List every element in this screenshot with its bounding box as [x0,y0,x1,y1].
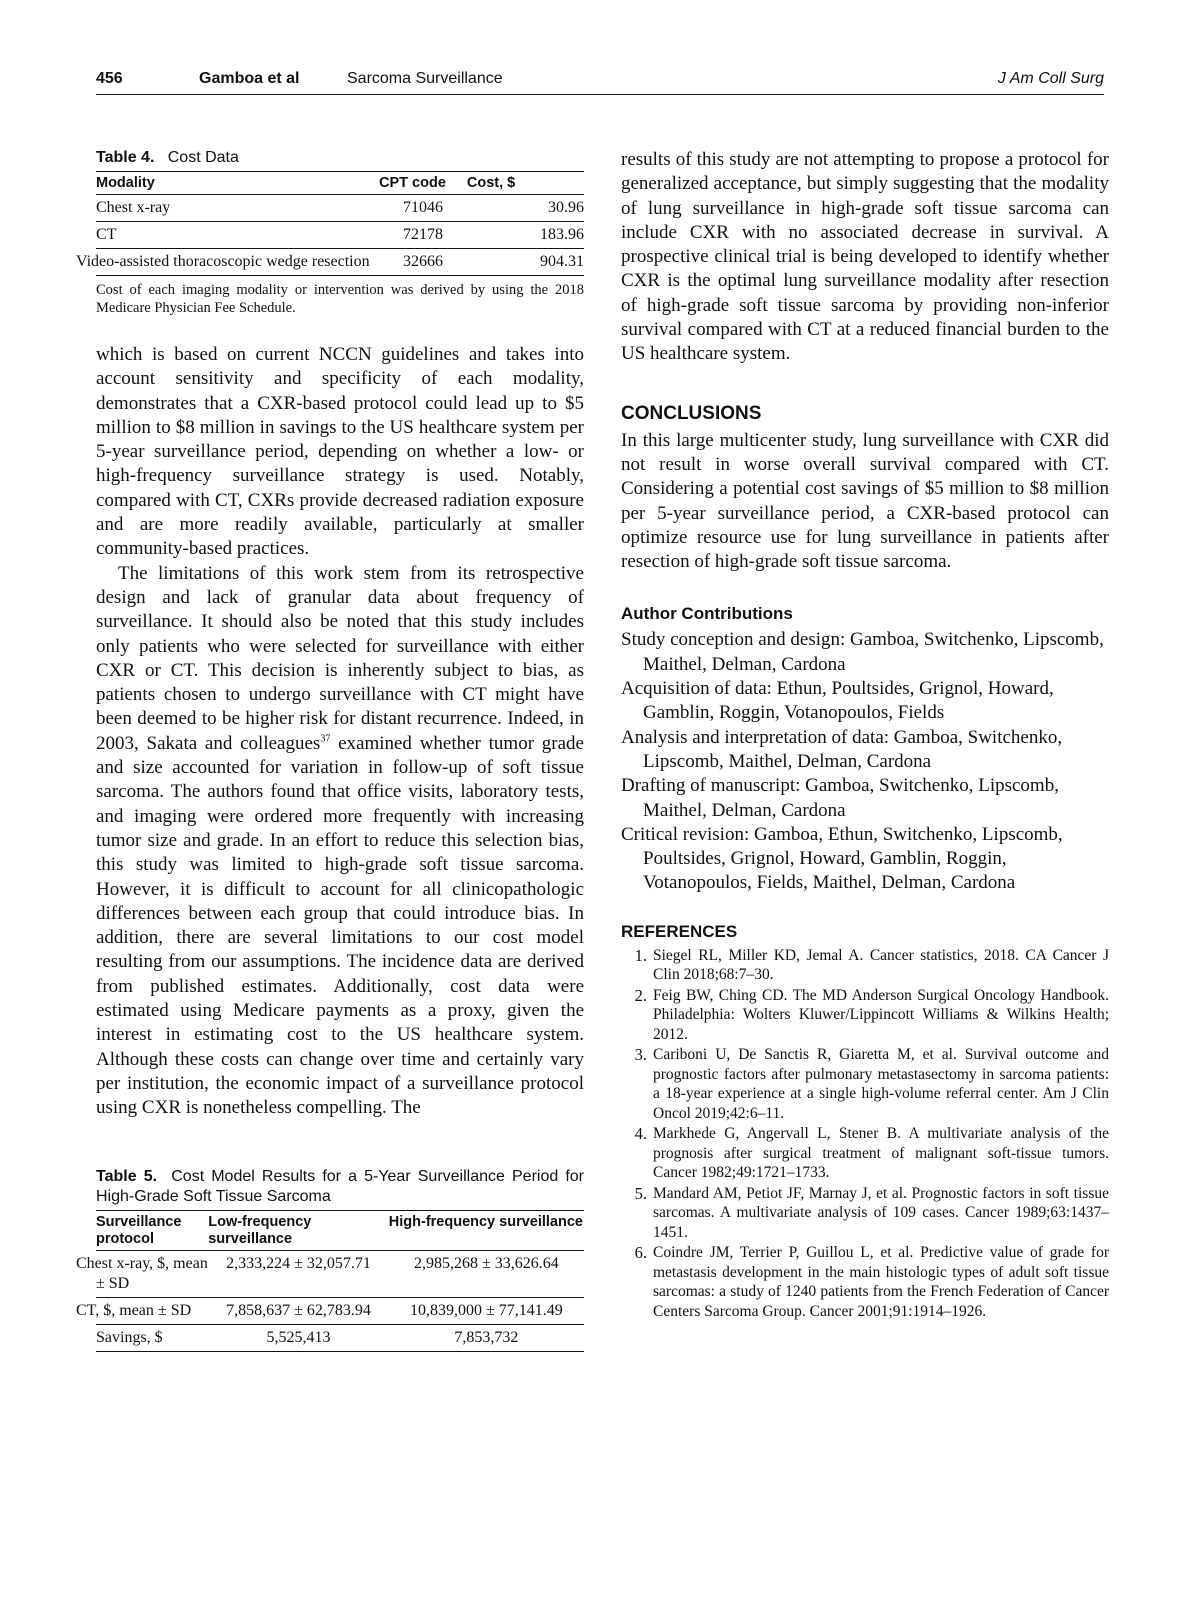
citation-superscript: 37 [320,733,331,745]
table-4-grid [76,171,584,276]
contribution-item: Critical revision: Gamboa, Ethun, Switchenko, Lipscomb, Poultsides, Grignol, Howard, Gamblin, Roggin, Votanopoulos, Fields, Maithel, Delman, Cardona [621,823,1063,894]
reference-item [621,1243,1109,1321]
table-row [96,1324,584,1351]
table-cell: Savings, $ [96,1328,163,1346]
table-cell: 5,525,413 [266,1328,331,1346]
reference-text: Feig BW, Ching CD. The MD Anderson Surgical Oncology Handbook. Philadelphia: Wolters Kluwer/Lippincott Williams & Wilkins Health; 2012. [653,986,1109,1043]
table-4-title: Cost Data [167,149,239,166]
table-cell: 2,985,268 ± 33,626.64 [414,1254,559,1272]
contribution-item: Analysis and interpretation of data: Gamboa, Switchenko, Lipscomb, Maithel, Delman, Cardona [621,726,1063,772]
reference-item [621,1184,1109,1243]
reference-number: 1. [634,945,647,965]
references-heading: REFERENCES [621,921,738,941]
table-4 [76,148,584,317]
contribution-item: Study conception and design: Gamboa, Switchenko, Lipscomb, Maithel, Delman, Cardona [621,629,1104,675]
body-paragraph: results of this study are not attempting to propose a protocol for generalized acceptance, but simply suggesting that the modality of lung surveillance in high-grade soft tissue sarcoma can include CXR with no associated decrease in survival. A prospective clinical trial is being developed to identify whether CXR is the optimal lung surveillance modality after resection of high-grade soft tissue sarcoma by providing non-inferior survival compared with CT at a reduced financial burden to the US healthcare system. [621,149,1109,365]
conclusions-heading: CONCLUSIONS [621,402,762,424]
author-contributions-heading: Author Contributions [621,604,793,624]
running-header [96,68,1104,95]
table-cell: CT [96,226,117,243]
table-header-row [96,1210,584,1250]
column-header: Low-frequency surveillance [208,1213,312,1247]
table-header-row [96,172,584,195]
table-row [96,1297,584,1324]
table-cell: 10,839,000 ± 77,141.49 [410,1301,563,1319]
references-list [621,946,1109,1322]
right-column [621,148,1109,1322]
column-header: Modality [96,175,155,191]
table-5-caption [96,1167,584,1207]
table-cell: 7,853,732 [454,1328,519,1346]
page-number: 456 [96,70,123,87]
reference-text: Siegel RL, Miller KD, Jemal A. Cancer statistics, 2018. CA Cancer J Clin 2018;68:7–30. [653,946,1109,984]
reference-number: 5. [634,1183,647,1203]
reference-text: Mandard AM, Petiot JF, Marnay J, et al. Prognostic factors in soft tissue sarcomas. A multivariate analysis of 109 cases. Cancer 1989;63:1437–1451. [653,1184,1109,1241]
table-cell: 32666 [402,253,443,270]
running-title: Sarcoma Surveillance [347,70,503,87]
table-4-footnote: Cost of each imaging modality or intervention was derived by using the 2018 Medicare Physician Fee Schedule. [96,282,584,316]
contribution-item: Acquisition of data: Ethun, Poultsides, Grignol, Howard, Gamblin, Roggin, Votanopoulos, Fields [621,678,1054,724]
table-row [96,195,584,222]
running-authors: Gamboa et al [199,70,300,87]
table-cell: Chest x-ray, $, mean ± SD [76,1254,208,1292]
table-row [96,249,584,276]
body-paragraph [96,562,584,1121]
reference-number: 6. [634,1243,647,1263]
table-4-label: Table 4. [96,149,155,166]
reference-number: 2. [634,985,647,1005]
table-cell: 71046 [402,199,443,216]
table-cell: 183.96 [540,226,584,243]
table-cell: 7,858,637 ± 62,783.94 [226,1301,371,1319]
reference-item [621,1045,1109,1123]
table-cell: 72178 [402,226,443,243]
table-row [96,1250,584,1297]
table-cell: Chest x-ray [96,199,171,216]
reference-item [621,946,1109,985]
reference-text: Cariboni U, De Sanctis R, Giaretta M, et al. Survival outcome and prognostic factors after pulmonary metastasectomy in sarcoma patients: a 18-year experience at a single high-volume referral center. Am J Clin Oncol 2019;42:6–11. [653,1046,1109,1122]
column-header: High-frequency surveillance [388,1213,583,1230]
table-5-grid [76,1210,584,1352]
table-cell: Video-assisted thoracoscopic wedge resection [76,253,370,270]
reference-text: Markhede G, Angervall L, Stener B. A multivariate analysis of the prognosis after surgical treatment of malignant soft-tissue tumors. Cancer 1982;49:1721–1733. [653,1125,1109,1182]
contribution-item: Drafting of manuscript: Gamboa, Switchenko, Lipscomb, Maithel, Delman, Cardona [621,775,1059,821]
reference-item [621,1124,1109,1183]
column-header: CPT code [379,175,446,191]
body-paragraph: which is based on current NCCN guidelines and takes into account sensitivity and specificity of each modality, demonstrates that a CXR-based protocol could lead up to $5 million to $8 million in savings to the US healthcare system per 5-year surveillance period, depending on whether a low- or high-frequency surveillance strategy is used. Notably, compared with CT, CXRs provide decreased radiation exposure and are more readily available, particularly at smaller community-based practices. [96,344,584,560]
conclusions-text: In this large multicenter study, lung surveillance with CXR did not result in worse overall survival compared with CT. Considering a potential cost savings of $5 million to $8 million per 5-year surveillance period, a CXR-based protocol can optimize resource use for lung surveillance in patients after resection of high-grade soft tissue sarcoma. [621,429,1109,573]
table-row [96,222,584,249]
paragraph-text: The limitations of this work stem from its retrospective design and lack of granular data about frequency of surveillance. It should also be noted that this study includes only patients who were selected for surveillance with either CXR or CT. This decision is inherently subject to bias, as patients chosen to undergo surveillance with CT might have been deemed to be higher risk for distant recurrence. Indeed, in 2003, Sakata and colleagues [96,562,584,754]
table-5-label: Table 5. [96,1167,158,1185]
reference-item [621,986,1109,1045]
table-4-caption [96,148,584,168]
table-cell: 904.31 [540,253,584,270]
reference-number: 3. [634,1045,647,1065]
table-5-title: Cost Model Results for a 5-Year Surveillance Period for High-Grade Soft Tissue Sarcoma [96,1167,585,1205]
left-column [76,148,585,1352]
reference-text: Coindre JM, Terrier P, Guillou L, et al. Predictive value of grade for metastasis development in the main histologic types of adult soft tissue sarcomas: a study of 1240 patients from the French Federation of Cancer Centers Sarcoma Group. Cancer 2001;91:1914–1926. [653,1244,1109,1320]
journal-name: J Am Coll Surg [997,70,1104,87]
author-contributions-list [621,628,1109,895]
table-cell: 30.96 [548,199,584,216]
column-header: Cost, $ [466,175,516,191]
table-5 [76,1167,585,1352]
column-header: Surveillance protocol [96,1213,182,1247]
table-cell: 2,333,224 ± 32,057.71 [226,1254,371,1272]
paragraph-text: examined whether tumor grade and size accounted for variation in follow-up of soft tissue sarcoma. The authors found that office visits, laboratory tests, and imaging were ordered more frequently with increasing tumor size and grade. In an effort to reduce this selection bias, this study was limited to high-grade soft tissue sarcoma. However, it is difficult to account for all clinicopathologic differences between each group that could introduce bias. In addition, there are several limitations to our cost model resulting from our assumptions. The incidence data are derived from published estimates. Additionally, cost data were estimated using Medicare payments as a proxy, given the interest in estimating cost to the US healthcare system. Although these costs can change over time and certainly vary per institution, the economic impact of a surveillance protocol using CXR is nonetheless compelling. The [96,732,584,1119]
reference-number: 4. [634,1124,647,1144]
table-cell: CT, $, mean ± SD [76,1301,192,1319]
